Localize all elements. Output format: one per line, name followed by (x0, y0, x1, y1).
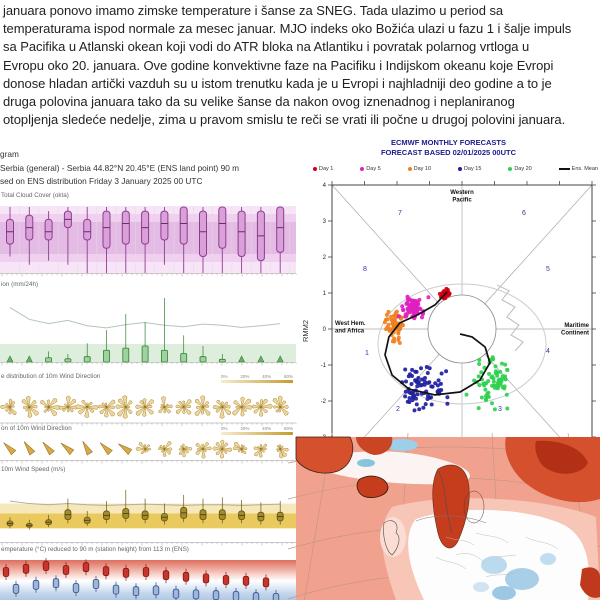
wind-rose-scale-bar (221, 380, 293, 383)
post-text-line: sa Pacifika u Atlanski okean koji vodi do ATR bloka na Atlantiku i povratak polarnog vrtloga u (3, 39, 530, 55)
wind-rose-scale-pct: 40% (262, 426, 272, 431)
svg-text:Western: Western (450, 190, 474, 196)
svg-text:Maritime: Maritime (564, 323, 589, 329)
wind-rose-scale-pct: 20% (240, 374, 250, 379)
post-text-line: januara ponovo imamo zimske temperature i šanse za SNEG. Tada ulazimo u period sa (3, 3, 504, 18)
svg-text:-2: -2 (320, 399, 326, 406)
post-text-line: druga polovina januara tako da su velike šanse da nakon ovog iznenadnog i neplaniranog (3, 94, 515, 110)
mjo-legend (313, 166, 598, 172)
legend-dot-swatch (408, 167, 412, 171)
meteogram-location: Serbia (general) - Serbia 44.82°N 20.45°E (ENS land point) 90 m (0, 163, 240, 173)
svg-text:1: 1 (365, 350, 369, 357)
wind-rose-scale-bar (221, 432, 293, 435)
legend-dot-swatch (458, 167, 462, 171)
svg-text:7: 7 (398, 210, 402, 217)
svg-text:4: 4 (546, 348, 550, 355)
panel-label-wind-direction-2: on of 10m Wind Direction (1, 425, 72, 432)
svg-text:5: 5 (546, 266, 550, 273)
wind-rose-scale-pct: 60% (283, 426, 293, 431)
meteogram-plot (0, 137, 296, 600)
svg-text:2: 2 (396, 406, 400, 413)
svg-text:8: 8 (363, 266, 367, 273)
panel-label-temperature: emperature (°C) reduced to 90 m (station height) from 113 m (ENS) (1, 546, 189, 553)
mjo-legend-item: Day 1 (313, 166, 333, 172)
svg-text:1: 1 (322, 291, 326, 298)
mjo-legend-item: Day 5 (360, 166, 380, 172)
legend-dot-swatch (313, 167, 317, 171)
legend-dot-swatch (508, 167, 512, 171)
svg-text:and Africa: and Africa (335, 328, 365, 335)
ens-meteogram (0, 137, 296, 600)
post-text (3, 2, 599, 129)
wind-rose-scale-pct: 40% (262, 374, 272, 379)
svg-text:6: 6 (522, 210, 526, 217)
panel-label-wind-direction-1: e distribution of 10m Wind Direction (1, 373, 101, 380)
legend-dot-swatch (360, 167, 364, 171)
svg-text:Pacific: Pacific (452, 197, 472, 204)
mjo-legend-item: Ens. Mean (559, 166, 598, 172)
europe-anomaly-map (296, 437, 600, 600)
mjo-legend-item: Day 15 (458, 166, 481, 172)
post-text-line: Evropu oko 20. januara. Ove godine konvektivne faze na Pacifiku i Indijskom okeanu koje Evropi (3, 57, 554, 73)
svg-text:-1: -1 (320, 363, 326, 370)
post-text-line: temperaturama ispod normale za mesec januar. MJO indeks oko Božića ulazi u fazu 1 i šalje impuls (3, 21, 572, 37)
svg-text:4: 4 (322, 183, 326, 190)
mjo-subtitle: FORECAST BASED 02/01/2025 00UTC (380, 148, 517, 157)
wind-rose-scale-legend (221, 426, 293, 435)
legend-line-swatch (559, 168, 570, 170)
panel-label-precipitation: ion (mm/24h) (1, 281, 39, 288)
mjo-title: ECMWF MONTHLY FORECASTS (390, 138, 506, 147)
wind-rose-scale-pct: 0% (221, 374, 228, 379)
svg-text:Continent: Continent (561, 330, 589, 337)
mjo-legend-item: Day 20 (508, 166, 531, 172)
svg-text:3: 3 (498, 406, 502, 413)
mjo-legend-item: Day 10 (408, 166, 431, 172)
panel-label-wind-speed: 10m Wind Speed (m/s) (1, 466, 66, 473)
post-text-line: otopljenja sledeće nedelje, zima u pravom smislu te reči se vrati ili počne u drugoj polovini januara. (3, 112, 566, 128)
svg-text:3: 3 (322, 219, 326, 226)
svg-text:2: 2 (322, 255, 326, 262)
mjo-plot (297, 137, 600, 437)
post-text-line: donose hladan artički vazduh su u istom trenutku kada je u Evropi i najhladniji deo godine a to je (3, 75, 552, 91)
mjo-phase-diagram (297, 137, 600, 437)
meteogram-basis: sed on ENS distribution Friday 3 January 2025 00 UTC (0, 176, 203, 186)
panel-label-cloud-cover: Total Cloud Cover (okta) (1, 192, 69, 199)
svg-text:0: 0 (322, 327, 326, 334)
meteogram-title-fragment: gram (0, 149, 19, 159)
wind-rose-scale-pct: 0% (221, 426, 228, 431)
wind-rose-scale-pct: 20% (240, 426, 250, 431)
svg-text:RMM2: RMM2 (301, 319, 310, 343)
wind-rose-scale-pct: 60% (283, 374, 293, 379)
svg-text:West Hem.: West Hem. (335, 321, 366, 327)
wind-rose-scale-legend (221, 374, 293, 383)
